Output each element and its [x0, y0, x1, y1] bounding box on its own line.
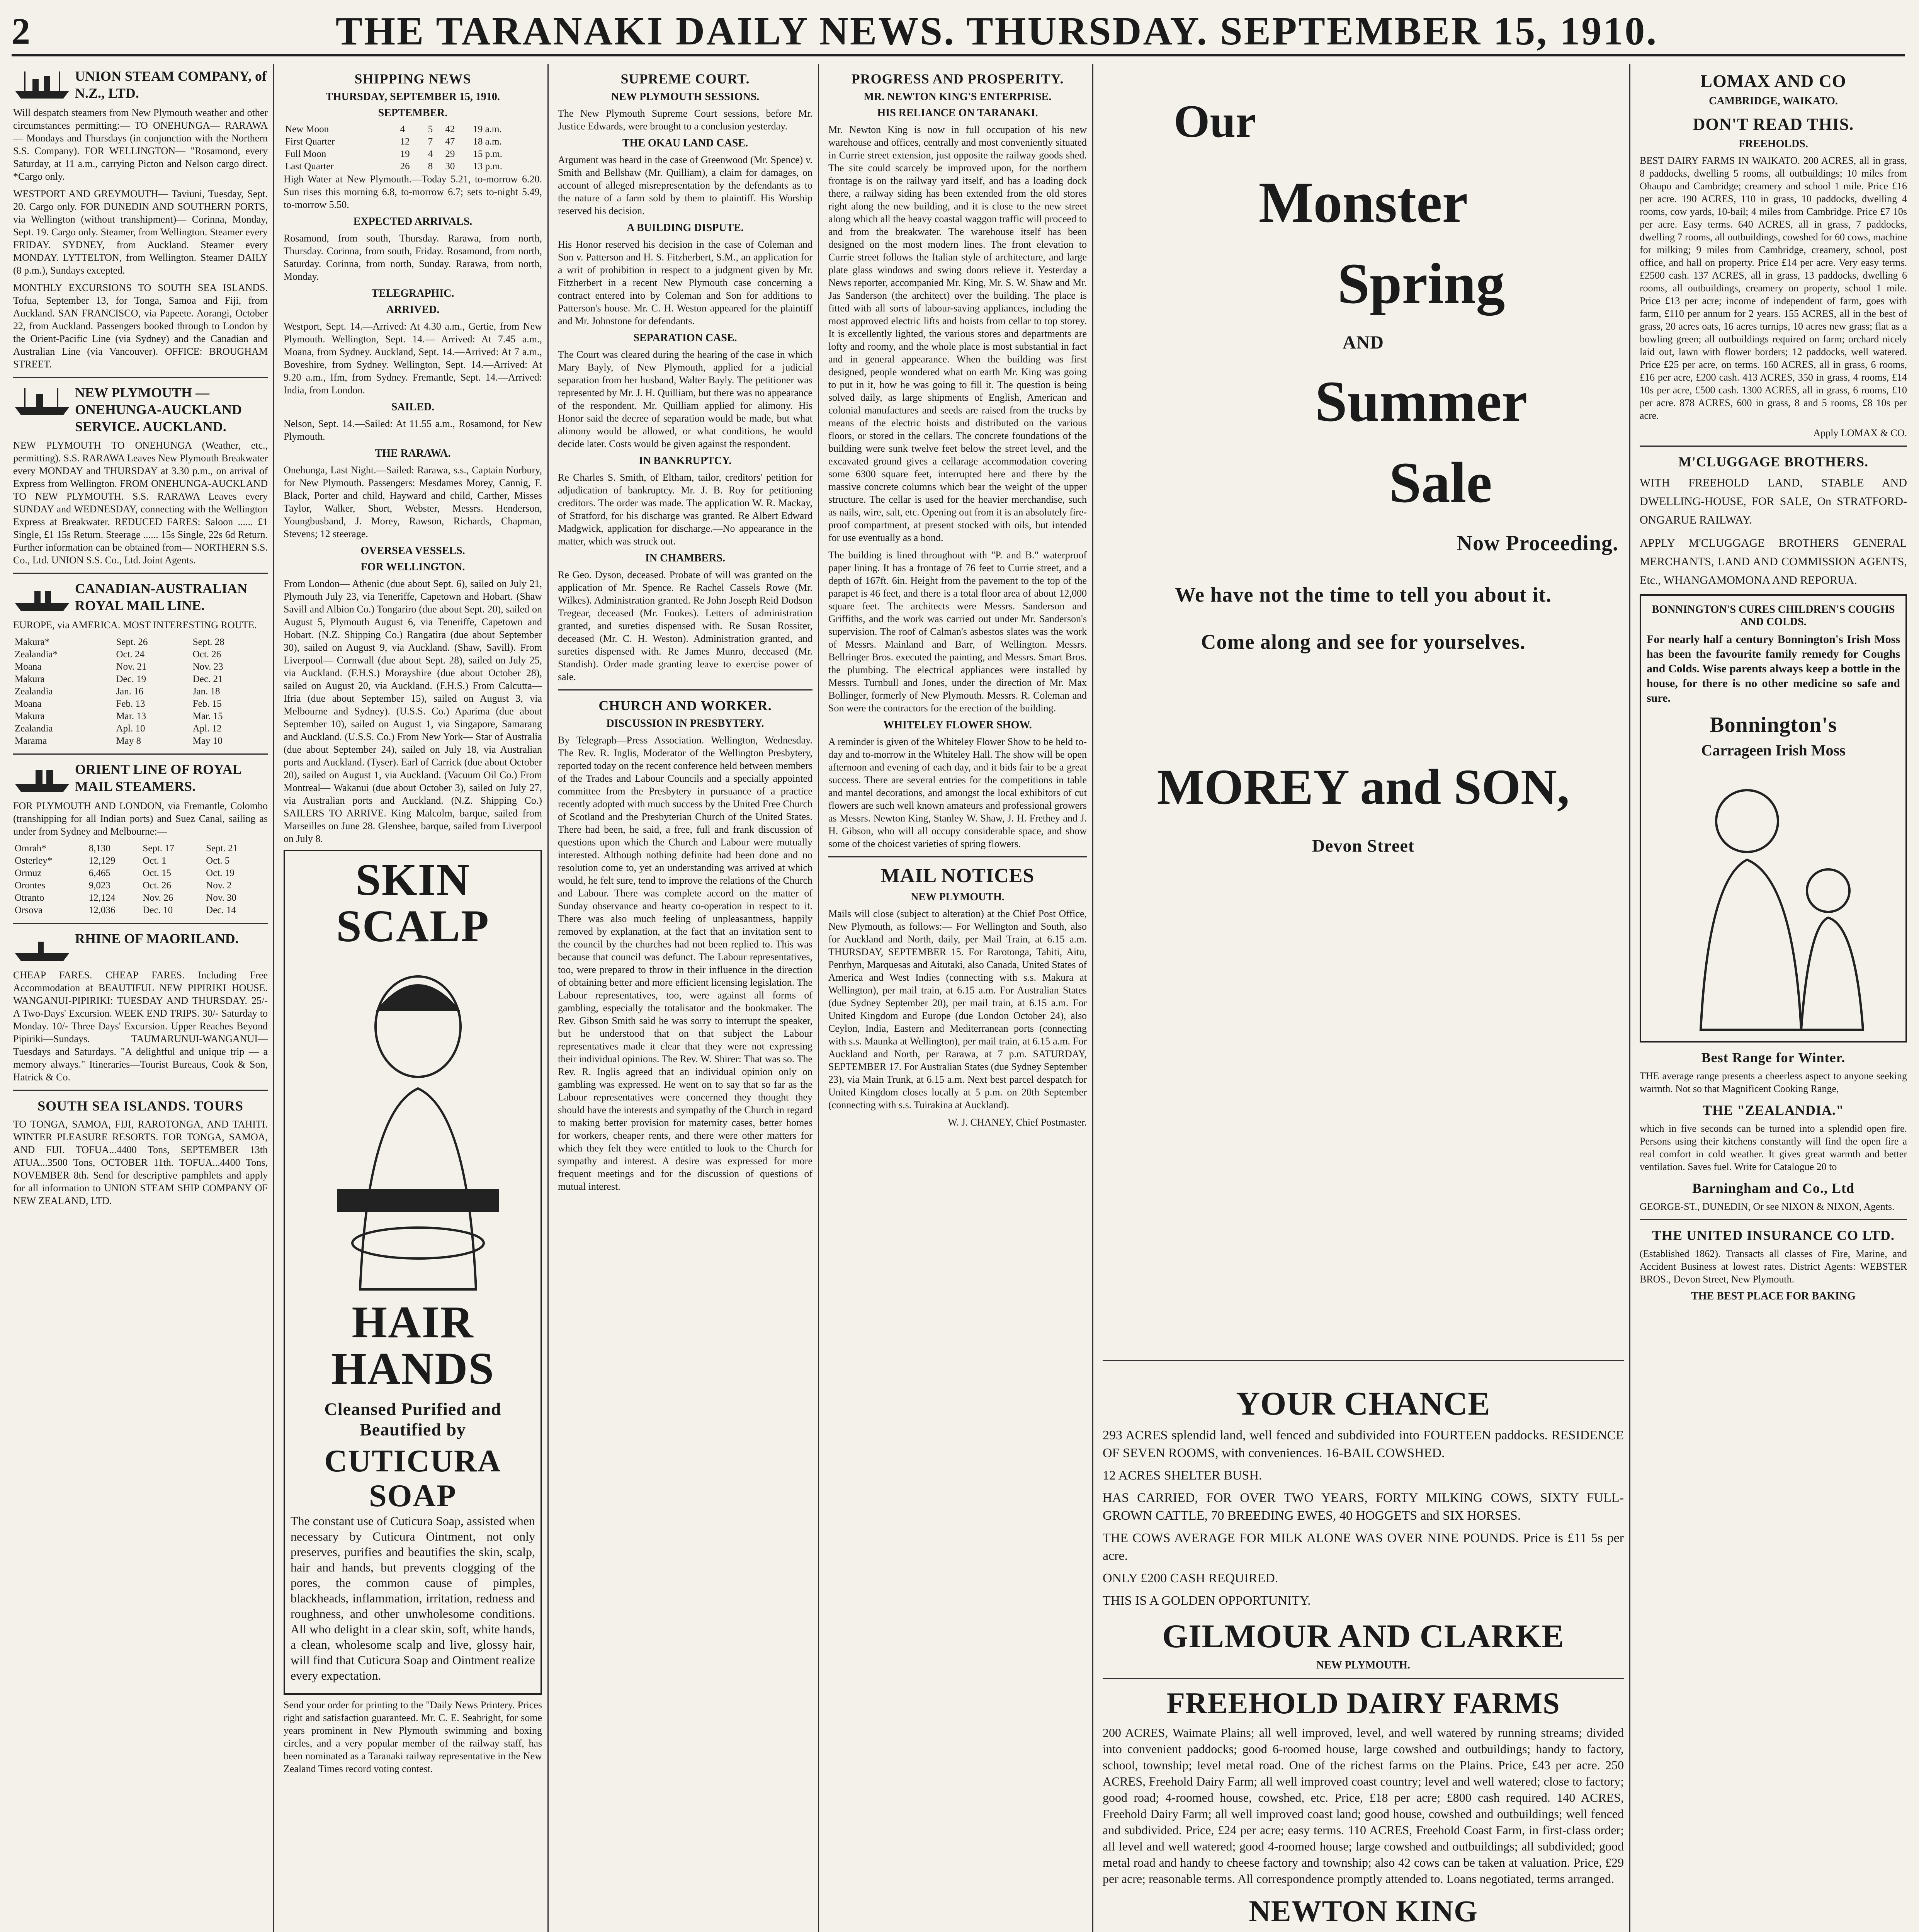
- ad-text: CHEAP FARES. CHEAP FARES. Including Free Accommodation at BEAUTIFUL NEW PIPIRIKI HOUSE. WANGANUI-PIPIRIKI: TUESDAY AND THURSDAY. 25/- A Two-Days' Excursion. WEEK END TRIPS. 30/- Saturday to Monday. 10/- Three Days' Excursion. Upper Reaches Beyond Pipiriki—Sundays. TAUMARUNUI-WANGANUI— Tuesdays and Saturdays. "A delightful and unique trip — a memory always." Itineraries—Tourist Bureaus, Cook & Son, Hatrick & Co.: [13, 969, 268, 1083]
- table-row: [284, 160, 542, 173]
- ad-title: THE UNITED INSURANCE CO LTD.: [1652, 1228, 1895, 1243]
- divider: [1103, 1360, 1624, 1361]
- rhine-ad: [13, 930, 268, 965]
- article-text: Mails will close (subject to alteration) at the Chief Post Office, New Plymouth, as follows:— For Wellington and South, also for Auckland and North, daily, per Mail Train, at 6.15 a.m. THURSDAY, SEPTEMBER 15. For Rarotonga, Tahiti, Aitu, Penrhyn, Marquesas and Aitutaki, also Canada, United States of America and West Indies (connecting with s.s. Makura at Wellington), per mail train, at 6.15 a.m. For Australian States (due Sydney September 20), per mail train, at 6.15 a.m. For United Kingdom and Europe (due London October 24), also Ceylon, India, Eastern and Mediterranean ports (connecting with s.s. Maunka at Wellington), per mail train, at 6.15 a.m. For Auckland and North, per Rarawa, at 7 p.m. SATURDAY, SEPTEMBER 17. For Australian States (due Sydney September 23), via Main Trunk, at 6.15 a.m. Next best parcel despatch for United Kingdom closes locally at 5 p.m. on 20th September (connecting with s.s. Tuirakina at Auckland).: [828, 908, 1087, 1111]
- ad-text: THIS IS A GOLDEN OPPORTUNITY.: [1103, 1594, 1311, 1608]
- subheading: NEW PLYMOUTH.: [911, 891, 1005, 903]
- ad-text: APPLY M'CLUGGAGE BROTHERS GENERAL MERCHANTS, LAND AND COMMISSION AGENTS, Etc., WHANGAMOMONA AND REPORUA.: [1640, 537, 1907, 587]
- ad-text: THE average range presents a cheerless aspect to anyone seeking warmth. Not so that Magnificent Cooking Range,: [1640, 1070, 1907, 1094]
- sailing-table: [13, 842, 268, 917]
- table-cell: 12,129: [88, 855, 116, 866]
- ad-text: FOR PLYMOUTH AND LONDON, via Fremantle, Colombo (transhipping for all Indian ports) and Suez Canal, sailing as under from Sydney and Melbourne:—: [13, 800, 268, 837]
- store-name: MOREY and SON,: [1157, 759, 1570, 815]
- table-row: [13, 842, 268, 855]
- ad-title: Best Range for Winter.: [1701, 1050, 1846, 1065]
- steamer-icon: [13, 930, 71, 965]
- ad-text: (Established 1862). Transacts all classes of Fire, Marine, and Accident Business at lowest rates. District Agents: WEBSTER BROS., Devon Street, New Plymouth.: [1640, 1248, 1907, 1285]
- table-row: [284, 136, 542, 148]
- sailing-table: [13, 636, 268, 747]
- table-cell: 8: [428, 161, 433, 172]
- ad-text: TO TONGA, SAMOA, FIJI, RAROTONGA, AND TAHITI. WINTER PLEASURE RESORTS. FOR TONGA, SAMOA, AND FIJI. TOFUA...4400 Tons, SEPTEMBER 13th ATUA...3500 Tons, OCTOBER 11th. TOFUA...4400 Tons, NOVEMBER 8th. Send for descriptive pamphlets and apply for all information to UNION STEAM SHIP COMPANY OF NEW ZEALAND, LTD.: [13, 1119, 268, 1206]
- article-text: Re Charles S. Smith, of Eltham, tailor, creditors' petition for adjudication of bankruptcy. Mr. J. B. Roy for petitioning creditors. The order was made. The application W. R. Mackay, of Stratford, for his discharge was granted. Re Albert Edward Madgwick, application for discharge.—No appearance in the matter, which was struck out.: [558, 472, 812, 547]
- steamship-icon: [13, 68, 71, 102]
- subheading: MR. NEWTON KING'S ENTERPRISE.: [863, 91, 1052, 103]
- table-cell: May 8: [116, 736, 141, 746]
- article-text: His Honor reserved his decision in the case of Coleman and Son v. Patterson and H. S. Fitzherbert, S.M., an application for a writ of prohibition in respect to a judgment given by Mr. Fitzherbert in a recent New Plymouth case concerning a contract entered into by Coleman and Son for additions to Patterson's house. Mr. C. H. Weston appeared for the plaintiff and Mr. Johnstone for defendants.: [558, 239, 812, 327]
- subheading: ARRIVED.: [386, 304, 440, 316]
- article-text: Westport, Sept. 14.—Arrived: At 4.30 a.m., Gertie, from New Plymouth. Wellington, Sept. 14.— Arrived: At 7.45 a.m., Moana, from Sydney. Auckland, Sept. 14.—Arrived: At 7 a.m., Boveshire, from Sydney. Wellington, Sept. 14.—Arrived: At 9.20 a.m., Ifm, from Sydney. Fremantle, Sept. 14.—Arrived: India, from London.: [284, 321, 542, 396]
- orient-ad: [13, 761, 268, 796]
- table-row: [13, 636, 268, 648]
- table-row: [13, 892, 268, 904]
- table-cell: Nov. 26: [143, 893, 173, 903]
- table-cell: 4: [400, 124, 405, 134]
- steamship-icon: [13, 580, 71, 615]
- article-text: Nelson, Sept. 14.—Sailed: At 11.55 a.m., Rosamond, for New Plymouth.: [284, 418, 542, 442]
- table-cell: Feb. 15: [192, 699, 222, 709]
- ad-subtitle: FREEHOLDS.: [1739, 138, 1808, 150]
- table-cell: 12: [400, 136, 410, 147]
- subheading: NEW PLYMOUTH SESSIONS.: [611, 91, 760, 103]
- signoff: W. J. CHANEY, Chief Postmaster.: [948, 1117, 1087, 1128]
- table-cell: 29: [445, 149, 455, 159]
- table-cell: Zealandia: [15, 686, 53, 697]
- article-text: Argument was heard in the case of Greenwood (Mr. Spence) v. Smith and Bellshaw (Mr. Quilliam), a claim for damages, on account of alleged misrepresentation by the defendants as to the nature of a farm sold by them to plaintiff. His Worship reserved his decision.: [558, 154, 812, 216]
- table-cell: 12,124: [88, 893, 116, 903]
- divider: [13, 923, 268, 924]
- table-cell: Zealandia*: [15, 649, 58, 660]
- cuticura-ad: [284, 850, 542, 1695]
- table-cell: Sept. 21: [206, 843, 238, 854]
- section-heading: MAIL NOTICES: [880, 865, 1035, 887]
- article-text: From London— Athenic (due about Sept. 6), sailed on July 21, Plymouth July 23, via Teneriffe, Capetown and Hobart. (Shaw Savill and Albion Co.) Tongariro (due about Sept. 20), sailed on August 5, Plymouth August 6, via Teneriffe, Capetown and Hobart. (N.Z. Shipping Co.) Rangatira (due about September 30), sailed on August 9, via Auckland. (Shaw, Savill). From Liverpool— Cornwall (due about Sept. 28), sailed on July 25, via Auckland. (F.H.S.) Morayshire (due about October 28), sailed on August 20, via Auckland. (F.H.S.) From Calcutta— Ifria (due about September 15), sailed on August 3, via Melbourne and Sydney). (U.S.S. Co.) Aparima (due about September 10), sailed on August 1, via Singapore, Samarang and Auckland. (U.S.S. Co.) From New York— Star of Australia (due about September 24), sailed on July 18, via Australian ports and Auckland. (Tyser). Earl of Carrick (due about October 20), sailed on August 1, via Auckland. (Vacuum Oil Co.) From Montreal— Wakanui (due about October 3), sailed on July 27, via Australian ports and Auckland. (N.Z. Shipping Co.) SAILERS TO ARRIVE. King Malcolm, barque, sailed from Marseilles on June 28. Glenshee, barque, sailed from Liverpool on July 8.: [284, 578, 542, 844]
- table-row: [13, 904, 268, 917]
- month-label: SEPTEMBER.: [378, 107, 448, 119]
- ad-text: Apply LOMAX & CO.: [1813, 427, 1907, 439]
- table-cell: Dec. 14: [206, 905, 236, 915]
- table-cell: Sept. 26: [116, 637, 148, 647]
- subheading: DISCUSSION IN PRESBYTERY.: [606, 718, 764, 730]
- morey-sale-ad: [1103, 68, 1624, 1354]
- table-cell: 7: [428, 136, 433, 147]
- ad-text: 293 ACRES splendid land, well fenced and subdivided into FOURTEEN paddocks. RESIDENCE OF SEVEN ROOMS, with conveniences. 16-BAIL COWSHED.: [1103, 1428, 1624, 1460]
- table-cell: Marama: [15, 736, 47, 746]
- brand-name: Bonnington's: [1710, 713, 1837, 737]
- table-row: [13, 867, 268, 879]
- section-heading: CHURCH AND WORKER.: [598, 698, 772, 713]
- table-cell: Oct. 5: [206, 855, 230, 866]
- ad-title: UNION STEAM COMPANY, of N.Z., LTD.: [75, 68, 267, 101]
- ad-word: AND: [1343, 332, 1384, 353]
- table-cell: Oct. 24: [116, 649, 145, 660]
- table-cell: Moana: [15, 699, 42, 709]
- table-cell: Makura*: [15, 637, 50, 647]
- divider: [558, 689, 812, 690]
- table-cell: 4: [428, 149, 433, 159]
- subheading: SEPARATION CASE.: [633, 332, 737, 344]
- subheading: IN CHAMBERS.: [645, 552, 725, 564]
- ad-text: BEST DAIRY FARMS IN WAIKATO. 200 ACRES, all in grass, 8 paddocks, dwelling 5 rooms, all outbuildings; 10 miles from Ohaupo and Cambridge; creamery and school 1 mile. Price £16 per acre. 190 ACRES, 110 in grass, 10 paddocks, dwelling 4 rooms, cow yards, 10-bail; 4 miles from Cambridge. Price £7 10s per acre. Easy terms. 640 ACRES, all in grass, 7 paddocks, dwelling 7 rooms, all outbuildings, cowshed for 60 cows, machine for milking; 9 miles from Cambridge, creamery, school, post office, and hall on property. Price £14 per acre. Very easy terms. £2500 cash. 137 ACRES, all in grass, 13 paddocks, dwelling 6 rooms, all outbuildings, creamery on property, school 1 mile. Price £13 per acre; income of independent of farm, goes with farm, £110 per annum for 2 years. 155 ACRES, all in the best of grass, 20 acres oats, 16 acres turnips, 10 acres new grass; flat as a bowling green; all outbuildings required on farm; orchard nicely laid out, lawn with flower borders; 12 paddocks, well watered. Price £25 per acre, on terms. 160 ACRES, all in grass, 6 rooms, £16 per acre, £200 cash. 413 ACRES, 350 in grass, 4 rooms, £14 10s per acre, £500 cash. 1300 ACRES, all in grass, 6 rooms, £10 per acre. 878 ACRES, 600 in grass, 8 and 5 rooms, £8 10s per acre.: [1640, 155, 1907, 421]
- ad-title: SOUTH SEA ISLANDS. TOURS: [37, 1098, 243, 1114]
- table-cell: Orontes: [15, 880, 46, 891]
- agent-name: GILMOUR AND CLARKE: [1162, 1617, 1564, 1655]
- ad-title: NEW PLYMOUTH — ONEHUNGA-AUCKLAND SERVICE. AUCKLAND.: [75, 385, 242, 434]
- table-row: [284, 148, 542, 160]
- table-cell: Orsova: [15, 905, 43, 915]
- article-text: The New Plymouth Supreme Court sessions, before Mr. Justice Edwards, were brought to a conclusion yesterday.: [558, 108, 812, 132]
- divider: [1640, 446, 1907, 447]
- table-row: [13, 685, 268, 698]
- ad-title: THE "ZEALANDIA.": [1702, 1102, 1844, 1118]
- ad-text: For nearly half a century Bonnington's Irish Moss has been the favourite family remedy for Coughs and Colds. Wise parents always keep a bottle in the house, for there is no other medicine so safe and sure.: [1647, 633, 1900, 704]
- divider: [828, 856, 1087, 857]
- table-cell: Feb. 13: [116, 699, 145, 709]
- table-cell: Nov. 30: [206, 893, 237, 903]
- divider: [13, 753, 268, 755]
- subheading: THE OKAU LAND CASE.: [622, 137, 748, 149]
- divider: [1103, 1678, 1624, 1679]
- subheading: OVERSEA VESSELS.: [360, 545, 465, 557]
- nporth-ad: [13, 384, 268, 435]
- steamship-icon: [13, 384, 71, 419]
- table-cell: Oct. 15: [143, 868, 171, 878]
- section-heading: SHIPPING NEWS: [354, 71, 471, 87]
- article-text: Mr. Newton King is now in full occupation of his new warehouse and offices, centrally and most conveniently situated in Currie street extension, just opposite the railway goods shed. The site could scarcely be improved upon, for the northern frontage is on the railway yard itself, and has a loading dock there, a railway siding has been extended from the old stores right along the new building, and it is close to the new street along which all the heavy coastal waggon traffic will proceed to and from the breakwater. The warehouse itself has been designed on the most modern lines. The front elevation to Currie street follows the Italian style of architecture, and large plate glass windows and swing doors relieve it. Yesterday a News reporter, accompanied Mr. King, Mr. S. W. Shaw and Mr. Jas Sanderson (the architect) over the building. The place is fitted with all sorts of labour-saving appliances, including the most approved electric lifts and hoists from cellar to top storey. It is excellently lighted, the various stores and departments are lofty and roomy, and the whole place is most substantial in fact and in general appearance. When the building was first designed, people wondered what on earth Mr. King was going to put in it, how he was going to fill it. The question is being solved daily, as large shipments of English, American and colonial manufactures and seeds are raised from the trucks by means of the electric hoists and distributed on the various floors, or stored in the cellars. The concrete foundations of the building were sunk twelve feet below the street level, and the excavated ground gives a cellarage accommodation covering some 6300 square feet, interrupted here and there by the massive concrete columns which bear the weight of the upper structure. The cellar is used for the heavier merchandise, such as nails, wire, salt, etc. Opening out from it is an absolutely fire-proof compartment, at present stocked with oils, but intended for use eventually as a bond.: [828, 124, 1087, 543]
- subheading: IN BANKRUPTCY.: [639, 455, 732, 467]
- brand-name: CUTICURA SOAP: [324, 1443, 501, 1513]
- newspaper-title: THE TARANAKI DAILY NEWS. THURSDAY. SEPTEMBER 15, 1910.: [335, 9, 1658, 53]
- masthead: [12, 8, 1905, 56]
- table-cell: 18 a.m.: [473, 136, 502, 147]
- ad-text: HAS CARRIED, FOR OVER TWO YEARS, FORTY MILKING COWS, SIXTY FULL-GROWN CATTLE, 70 BREEDING EWES, 40 HOGGETS and SIX HORSES.: [1103, 1491, 1624, 1523]
- ad-text: THE COWS AVERAGE FOR MILK ALONE WAS OVER NINE POUNDS. Price is £11 5s per acre.: [1103, 1531, 1624, 1563]
- table-cell: 26: [400, 161, 410, 172]
- ad-title: THE BEST PLACE FOR BAKING: [1691, 1290, 1856, 1302]
- ad-word: Sale: [1389, 451, 1492, 515]
- bonnington-ad: [1640, 594, 1907, 1043]
- table-cell: Mar. 15: [192, 711, 223, 721]
- ad-text: We have not the time to tell you about it.: [1175, 583, 1552, 606]
- table-cell: Dec. 10: [143, 905, 173, 915]
- table-row: [13, 673, 268, 685]
- subheading: TELEGRAPHIC.: [371, 287, 454, 299]
- article-text: Rosamond, from south, Thursday. Rarawa, from north, Thursday. Corinna, from south, Friday. Rosamond, from north, Saturday. Corinna, from north, Sunday. Rarawa, from north, Monday.: [284, 233, 542, 282]
- moon-table: [284, 123, 542, 173]
- ad-title: M'CLUGGAGE BROTHERS.: [1678, 454, 1869, 469]
- date-line: THURSDAY, SEPTEMBER 15, 1910.: [326, 91, 500, 103]
- ad-text: Now Proceeding.: [1457, 531, 1618, 555]
- ad-text: MONTHLY EXCURSIONS TO SOUTH SEA ISLANDS. Tofua, September 13, for Tonga, Samoa and Fiji, from Auckland. SAN FRANCISCO, via Papeete. Aorangi, October 22, from Auckland. Passengers booked through to London by the Orient-Pacific Line (via Sydney) and the Canadian and Australian Line (via Vancouver). OFFICE: BROUGHAM STREET.: [13, 282, 268, 370]
- table-cell: Jan. 18: [192, 686, 220, 697]
- column-5: [1097, 64, 1630, 1932]
- store-address: Devon Street: [1312, 836, 1415, 855]
- ad-subtitle: BONNINGTON'S CURES CHILDREN'S COUGHS AND COLDS.: [1652, 604, 1895, 628]
- table-cell: Nov. 21: [116, 662, 147, 672]
- ad-text: Will despatch steamers from New Plymouth weather and other circumstances permitting:— TO ONEHUNGA— RARAWA — Mondays and Thursdays (in conjunction with the Northern S.S. Company). FOR WELLINGTON— "Rosamond, every Saturday, at 11 a.m., carrying Picton and Nelson cargo direct. *Cargo only.: [13, 107, 268, 182]
- table-cell: First Quarter: [285, 136, 335, 147]
- table-cell: Oct. 26: [143, 880, 171, 891]
- column-6: [1634, 64, 1912, 1932]
- table-row: [13, 698, 268, 710]
- table-cell: 30: [445, 161, 455, 172]
- ad-text: 12 ACRES SHELTER BUSH.: [1103, 1468, 1262, 1483]
- article-text: The Court was cleared during the hearing of the case in which Mary Bayly, of New Plymouth, applied for a judicial separation from her husband, Walter Bayly. The petitioner was represented by Mr. J. H. Quilliam, but there was no appearance of the respondent. Mr. Quilliam applied for alimony. His Honor said the decree of separation would be made, but what alimony would be allowed, or what conditions, he would decide later. Costs would be given against the respondent.: [558, 349, 812, 449]
- ad-word: Our: [1174, 95, 1256, 147]
- ad-headline: DON'T READ THIS.: [1693, 115, 1854, 134]
- tide-text: High Water at New Plymouth.—Today 5.21, to-morrow 6.20. Sun rises this morning 6.8, to-morrow 6.7; sets to-night 5.49, to-morrow 5.50.: [284, 173, 542, 210]
- table-cell: 15 p.m.: [473, 149, 503, 159]
- ad-text: The constant use of Cuticura Soap, assisted when necessary by Cuticura Ointment, not only preserves, purifies and beautifies the skin, scalp, hair and hands, but prevents clogging of the pores, the common cause of pimples, blackheads, inflammation, irritation, redness and roughness, and other unwholesome conditions. All who delight in a clear skin, soft, white hands, a clean, wholesome scalp and live, glossy hair, will find that Cuticura Soap and Ointment realize every expectation.: [291, 1514, 535, 1682]
- ad-text: EUROPE, via AMERICA. MOST INTERESTING ROUTE.: [13, 619, 257, 631]
- mother-child-illustration: [1647, 763, 1902, 1034]
- subheading: EXPECTED ARRIVALS.: [353, 216, 473, 228]
- table-cell: May 10: [192, 736, 223, 746]
- article-text: A reminder is given of the Whiteley Flower Show to be held to-day and to-morrow in the Whiteley Hall. The show will be open afternoon and evening of each day, and it bids fair to be a great success. There are several entries for the competitions in table and mantel decorations, and amongst the local exhibitors of cut flowers are such well known amateurs and professional growers as Messrs. Newton King, Stanley W. Shaw, J. H. Frethey and J. H. Gibson, who will all occupy considerable space, and show some of the choicest varieties of spring flowers.: [828, 736, 1087, 849]
- ad-text: WITH FREEHOLD LAND, STABLE AND DWELLING-HOUSE, FOR SALE, On STRATFORD-ONGARUE RAILWAY.: [1640, 476, 1907, 526]
- table-cell: Makura: [15, 674, 45, 684]
- table-cell: Sept. 17: [143, 843, 175, 854]
- section-heading: PROGRESS AND PROSPERITY.: [851, 71, 1064, 87]
- article-text: The building is lined throughout with "P. and B." waterproof paper lining. It has a frontage of 76 feet to Currie street, and a depth of 167ft. 6in. Height from the pavement to the top of the parapet is 46 feet, and there is a total floor area of about 12,000 square feet. The architects were Messrs. Sanderson and Griffiths, and the work was carried out under Mr. Sanderson's supervision. The roof of Calman's asbestos slates was the work of Messrs. Mainland and Barr, of Wellington. Messrs. Bellringer Bros. executed the painting, and Messrs. Smart Bros. the plumbing. The electrical appliances were installed by Messrs. Turnbull and Jones, under the direction of Mr. Max Bollinger, formerly of New Plymouth. Messrs. R. Coleman and Son were the contractors for the erection of the building.: [828, 549, 1087, 714]
- table-cell: Last Quarter: [285, 161, 334, 172]
- article-text: Send your order for printing to the "Daily News Printery. Prices right and satisfaction guaranteed. Mr. C. E. Seabright, for some years prominent in New Plymouth swimming and boxing circles, and a very popular member of the railway staff, has been nominated as a Taranaki railway representative in the New Zealand Times record voting contest.: [284, 1699, 542, 1774]
- column-2: [278, 64, 549, 1932]
- subheading: FOR WELLINGTON.: [360, 561, 465, 573]
- ad-word: Summer: [1315, 369, 1528, 434]
- section-heading: SUPREME COURT.: [620, 71, 750, 87]
- table-cell: 13 p.m.: [473, 161, 503, 172]
- divider: [13, 377, 268, 378]
- table-cell: Oct. 19: [206, 868, 235, 878]
- table-row: [13, 855, 268, 867]
- table-cell: Mar. 13: [116, 711, 146, 721]
- ad-subtitle: Carrageen Irish Moss: [1701, 742, 1846, 759]
- ad-title: LOMAX AND CO: [1700, 71, 1846, 91]
- table-cell: Full Moon: [285, 149, 326, 159]
- table-cell: 42: [445, 124, 455, 134]
- subheading: SAILED.: [391, 401, 435, 413]
- agent-name: NEWTON KING: [1249, 1894, 1478, 1928]
- ad-title: CANADIAN-AUSTRALIAN ROYAL MAIL LINE.: [75, 581, 248, 613]
- ad-text: ONLY £200 CASH REQUIRED.: [1103, 1571, 1278, 1585]
- table-cell: Jan. 16: [116, 686, 144, 697]
- column-4: [823, 64, 1093, 1932]
- table-cell: New Moon: [285, 124, 329, 134]
- table-cell: Oct. 1: [143, 855, 167, 866]
- table-cell: 5: [428, 124, 433, 134]
- article-text: Onehunga, Last Night.—Sailed: Rarawa, s.s., Captain Norbury, for New Plymouth. Passengers: Mesdames Morey, Cannig, F. Black, Porter and child, Hayward and child, Carther, Misses Taylor, Walker, Short, Webster, Messrs. Henderson, Youngbusband, J. Morey, Rawson, Richards, Chapman, Stevens; 12 steerage.: [284, 464, 542, 539]
- ad-text: Come along and see for yourselves.: [1201, 630, 1526, 653]
- agent-location: NEW PLYMOUTH.: [1316, 1659, 1410, 1671]
- ad-headline: YOUR CHANCE: [1236, 1385, 1491, 1422]
- table-cell: 47: [445, 136, 455, 147]
- ad-title: RHINE OF MAORILAND.: [75, 931, 239, 946]
- table-cell: Zealandia: [15, 723, 53, 734]
- table-cell: Oct. 26: [192, 649, 221, 660]
- divider: [13, 1090, 268, 1091]
- ad-text: NEW PLYMOUTH TO ONEHUNGA (Weather, etc., permitting). S.S. RARAWA Leaves New Plymouth Breakwater every MONDAY and THURSDAY at 3.30 p.m., on arrival of Express from Wellington. FROM ONEHUNGA-AUCKLAND TO NEW PLYMOUTH. S.S. RARAWA Leaves every SUNDAY and WEDNESDAY, connecting with the Wellington Express at Breakwater. REDUCED FARES: Saloon ...... £1 Single, £1 15s Return. Steerage ...... 15s Single, 22s 6d Return. Further information can be obtained from— NORTHERN S.S. Co., Ltd. UNION S.S. Co., Ltd. Joint Agents.: [13, 440, 268, 566]
- ad-subline: Cleansed Purified and Beautified by: [324, 1399, 501, 1439]
- table-cell: Apl. 12: [192, 723, 222, 734]
- table-row: [13, 723, 268, 735]
- table-cell: Ormuz: [15, 868, 42, 878]
- subheading: A BUILDING DISPUTE.: [627, 222, 744, 234]
- table-cell: 8,130: [88, 843, 110, 854]
- page-number: 2: [12, 10, 30, 52]
- ad-headline: SKIN SCALP: [336, 854, 490, 951]
- column-1: [8, 64, 274, 1932]
- subheading: HIS RELIANCE ON TARANAKI.: [877, 107, 1038, 119]
- ad-word: Monster: [1258, 170, 1468, 235]
- divider: [13, 573, 268, 574]
- table-row: [13, 710, 268, 723]
- divider: [1640, 1219, 1907, 1220]
- table-cell: Makura: [15, 711, 45, 721]
- table-cell: Nov. 23: [192, 662, 223, 672]
- table-cell: 19: [400, 149, 410, 159]
- table-row: [284, 123, 542, 136]
- ad-headline: HAIR HANDS: [331, 1297, 495, 1394]
- table-cell: Sept. 28: [192, 637, 224, 647]
- table-cell: Moana: [15, 662, 42, 672]
- ad-subtitle: CAMBRIDGE, WAIKATO.: [1709, 95, 1838, 107]
- table-cell: 9,023: [88, 880, 110, 891]
- article-text: By Telegraph—Press Association. Wellington, Wednesday. The Rev. R. Inglis, Moderator of the Wellington Presbytery, reported today on the recent conference held between members of the Trades and Labour Councils and a specially appointed committee from the Presbytery in pursuance of a practice recently adopted with much success by the United Free Church of Scotland and the Presbyterian Church of the United States. There had been, he said, a free, full and frank discussion of questions upon which the Church and Labour were mutually interested. Although nothing definite had been done and no resolution come to, yet an understanding was arrived at which would, he felt sure, tend to improve the relations of the Church and Labour. There was complete accord on the matter of Sunday observance and hearty co-operation in respect to it. There was also much feeling of unpleasantness, happily removed by explanation, at the fact that an invitation sent to the council by the churches had not been replied to. This was because that council was defunct. The Labour representatives, too, were prepared to throw in their influence in the direction of obtaining better and more efficient licensing legislation. The Labour representatives, too, were against all forms of gambling, especially the totalisator and the bookmaker. The Rev. Gibson Smith said he was sorry to interrupt the speaker, but he understood that on that subject the Labour representatives made it clear that they were not expressing their individual opinions. The Rev. W. Shirer: That was so. The Rev. R. Inglis agreed that an individual opinion only on gambling was expressed. He went on to say that so far as the Labour representatives were concerned they thought they should have the interests and sympathy of the Church in regard to making better provision for maternity cases, better homes for workers, cheaper rents, and there were other matters for which they felt they were entitled to look to the Church for sympathy and interest. A desire was expressed for more frequent meetings and for the discussion of questions of mutual interest.: [558, 735, 812, 1192]
- canadian-ad: [13, 580, 268, 615]
- ad-headline: FREEHOLD DAIRY FARMS: [1166, 1686, 1560, 1720]
- woman-illustration: [291, 949, 546, 1297]
- table-cell: 6,465: [88, 868, 110, 878]
- table-cell: Dec. 19: [116, 674, 146, 684]
- ad-text: 200 ACRES, Waimate Plains; all well improved, level, and well watered by running streams; divided into convenient paddocks; good 6-roomed house, large cowshed and outbuildings; handy to factory, school, township; level metal road. One of the richest farms on the Plains. Price, £43 per acre. 250 ACRES, Freehold Dairy Farm; all well improved coast country; level and well watered; close to factory; good road; 4-roomed house, cowshed, etc. Price, £18 per acre; £800 cash required. 140 ACRES, Freehold Dairy Farm; all well improved coast land; good house, cowshed and outbuildings; well fenced and subdivided. Price, £24 per acre; easy terms. 110 ACRES, Freehold Coast Farm, in first-class order; all level and well watered; good 4-roomed house; large cowshed and outbuildings; all subdivided; good metal road and handy to cheese factory and township; also 42 cows can be taken at valuation. Price, £29 per acre; reasonable terms. All correspondence promptly attended to. Loans negotiated, terms arranged.: [1103, 1726, 1624, 1886]
- ad-title: ORIENT LINE OF ROYAL MAIL STEAMERS.: [75, 762, 241, 794]
- table-cell: Nov. 2: [206, 880, 232, 891]
- article-text: Re Geo. Dyson, deceased. Probate of will was granted on the application of Mr. Spence. Re Rachel Cassels Rowe (Mr. Wilkes). Administration granted. Re John Joseph Reid Dodson Tregear, deceased (Mr. Fookes). Letters of administration granted, and sureties dispensed with. Re Susan Rossiter, deceased (Mr. C. H. Weston). Administration granted, and sureties dispensed with. Re James Munro, deceased (Mr. Standish). Order made granting leave to exercise power of sale.: [558, 569, 812, 682]
- table-cell: Osterley*: [15, 855, 53, 866]
- ad-text: which in five seconds can be turned into a splendid open fire. Persons using their kitchens constantly will find the open fire a real comfort in cold weather. It gives great warmth and better ventilation. Saves fuel. Write for Catalogue 20 to: [1640, 1123, 1907, 1172]
- table-row: [13, 879, 268, 892]
- ad-word: Spring: [1337, 252, 1505, 316]
- table-row: [13, 648, 268, 661]
- table-cell: 12,036: [88, 905, 116, 915]
- ad-title: Barningham and Co., Ltd: [1692, 1180, 1855, 1196]
- table-cell: Otranto: [15, 893, 44, 903]
- table-cell: Apl. 10: [116, 723, 145, 734]
- union-steam-ad: [13, 68, 268, 102]
- subheading: WHITELEY FLOWER SHOW.: [883, 719, 1032, 731]
- subheading: THE RARAWA.: [375, 447, 451, 459]
- ad-text: WESTPORT AND GREYMOUTH— Taviuni, Tuesday, Sept. 20. Cargo only. FOR DUNEDIN AND SOUTHERN PORTS, via Wellington (without transhipment)— Corinna, Monday, Sept. 19. Cargo only. Steamer, from Wellington. Steamer every FRIDAY. SYDNEY, from Auckland. Steamer every MONDAY. LYTTELTON, from Wellington. Steamer DAILY (8 p.m.), Sundays excepted.: [13, 188, 268, 276]
- table-cell: Omrah*: [15, 843, 46, 854]
- table-cell: 19 a.m.: [473, 124, 502, 134]
- column-3: [552, 64, 819, 1932]
- table-row: [13, 661, 268, 673]
- steamship-icon: [13, 761, 71, 796]
- ad-text: GEORGE-ST., DUNEDIN, Or see NIXON & NIXON, Agents.: [1640, 1201, 1895, 1212]
- table-cell: Dec. 21: [192, 674, 223, 684]
- table-row: [13, 735, 268, 747]
